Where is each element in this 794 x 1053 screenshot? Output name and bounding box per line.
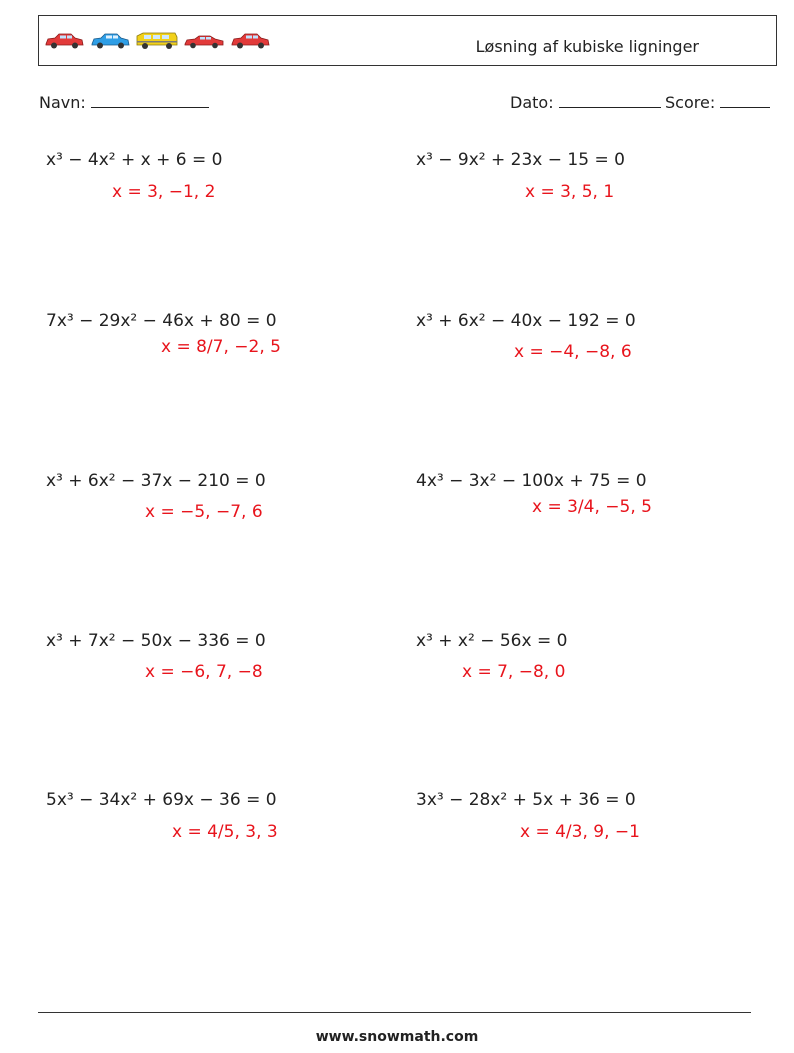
answer: x = −5, −7, 6 xyxy=(145,502,263,522)
footer-url[interactable]: www.snowmath.com xyxy=(315,1029,479,1045)
equation: 5x³ − 34x² + 69x − 36 = 0 xyxy=(46,790,277,810)
name-field xyxy=(39,93,209,112)
answer: x = 3, −1, 2 xyxy=(112,182,216,202)
problem-9 xyxy=(46,790,277,810)
problem-4 xyxy=(416,311,636,331)
problem-10 xyxy=(416,790,636,810)
equation: x³ − 9x² + 23x − 15 = 0 xyxy=(416,150,625,170)
red-car-icon xyxy=(43,31,85,51)
yellow-van-icon xyxy=(135,31,179,51)
footer-divider xyxy=(38,1012,751,1013)
problem-8 xyxy=(416,631,567,651)
name-label: Navn: xyxy=(39,93,86,112)
name-blank[interactable] xyxy=(91,93,209,108)
answer: x = −4, −8, 6 xyxy=(514,342,632,362)
equation: x³ + 7x² − 50x − 336 = 0 xyxy=(46,631,266,651)
problem-1 xyxy=(46,150,222,170)
problem-3 xyxy=(46,311,277,331)
equation: x³ + x² − 56x = 0 xyxy=(416,631,568,651)
red-car-icon xyxy=(229,31,271,51)
problem-2 xyxy=(416,150,625,170)
equation: x³ + 6x² − 37x − 210 = 0 xyxy=(46,471,266,491)
score-field xyxy=(665,93,770,112)
date-label: Dato: xyxy=(510,93,554,112)
score-label: Score: xyxy=(665,93,716,112)
car-strip xyxy=(43,31,271,51)
problem-6 xyxy=(416,471,647,491)
worksheet-header xyxy=(38,15,777,66)
problem-5 xyxy=(46,471,266,491)
problem-7 xyxy=(46,631,266,651)
equation: 7x³ − 29x² − 46x + 80 = 0 xyxy=(46,311,277,331)
equation: 3x³ − 28x² + 5x + 36 = 0 xyxy=(416,790,636,810)
answer: x = 3/4, −5, 5 xyxy=(532,497,652,517)
answer: x = 4/5, 3, 3 xyxy=(172,822,278,842)
red-car-icon xyxy=(183,31,225,51)
answer: x = 3, 5, 1 xyxy=(525,182,615,202)
equation: x³ + 6x² − 40x − 192 = 0 xyxy=(416,311,636,331)
blue-car-icon xyxy=(89,31,131,51)
date-field xyxy=(510,93,661,112)
score-blank[interactable] xyxy=(720,93,770,108)
answer: x = 8/7, −2, 5 xyxy=(161,337,281,357)
worksheet-title: Løsning af kubiske ligninger xyxy=(475,37,699,56)
answer: x = 7, −8, 0 xyxy=(462,662,566,682)
equation: 4x³ − 3x² − 100x + 75 = 0 xyxy=(416,471,647,491)
date-blank[interactable] xyxy=(559,93,661,108)
answer: x = −6, 7, −8 xyxy=(145,662,263,682)
equation: x³ − 4x² + x + 6 = 0 xyxy=(46,150,223,170)
answer: x = 4/3, 9, −1 xyxy=(520,822,640,842)
